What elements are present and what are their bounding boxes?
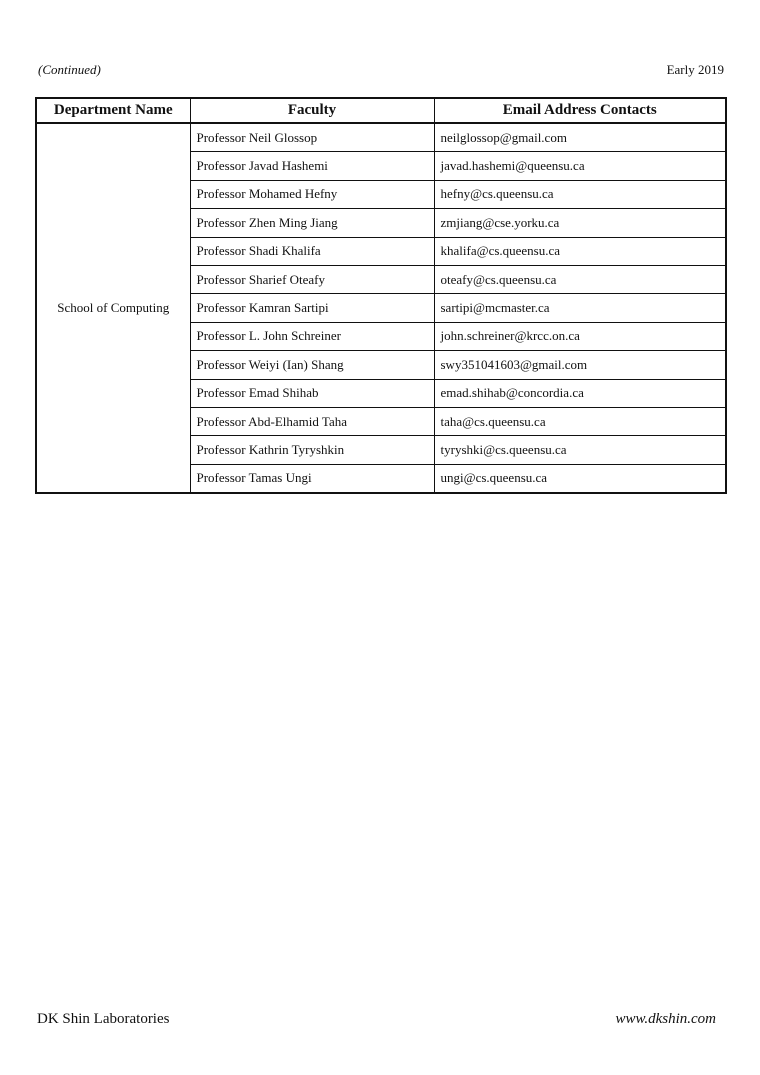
faculty-cell: Professor Sharief Oteafy bbox=[190, 265, 434, 293]
email-cell[interactable]: sartipi@mcmaster.ca bbox=[434, 294, 726, 322]
email-cell[interactable]: neilglossop@gmail.com bbox=[434, 123, 726, 152]
column-header-email: Email Address Contacts bbox=[434, 98, 726, 123]
email-cell[interactable]: oteafy@cs.queensu.ca bbox=[434, 265, 726, 293]
faculty-contacts-table bbox=[35, 97, 727, 494]
table-header-row bbox=[36, 98, 726, 123]
department-name-cell: School of Computing bbox=[36, 123, 190, 493]
email-cell[interactable]: john.schreiner@krcc.on.ca bbox=[434, 322, 726, 350]
faculty-cell: Professor Javad Hashemi bbox=[190, 152, 434, 180]
faculty-cell: Professor Mohamed Hefny bbox=[190, 180, 434, 208]
faculty-cell: Professor L. John Schreiner bbox=[190, 322, 434, 350]
footer-website-link[interactable]: www.dkshin.com bbox=[615, 1011, 716, 1027]
faculty-cell: Professor Tamas Ungi bbox=[190, 464, 434, 493]
email-cell[interactable]: zmjiang@cse.yorku.ca bbox=[434, 209, 726, 237]
email-cell[interactable]: tyryshki@cs.queensu.ca bbox=[434, 436, 726, 464]
faculty-cell: Professor Kathrin Tyryshkin bbox=[190, 436, 434, 464]
faculty-cell: Professor Shadi Khalifa bbox=[190, 237, 434, 265]
email-cell[interactable]: khalifa@cs.queensu.ca bbox=[434, 237, 726, 265]
faculty-cell: Professor Zhen Ming Jiang bbox=[190, 209, 434, 237]
email-cell[interactable]: emad.shihab@concordia.ca bbox=[434, 379, 726, 407]
faculty-cell: Professor Weiyi (Ian) Shang bbox=[190, 351, 434, 379]
email-cell[interactable]: hefny@cs.queensu.ca bbox=[434, 180, 726, 208]
email-cell[interactable]: swy351041603@gmail.com bbox=[434, 351, 726, 379]
table-row bbox=[36, 123, 726, 152]
continued-label: (Continued) bbox=[38, 62, 101, 77]
column-header-department: Department Name bbox=[36, 98, 190, 123]
date-label: Early 2019 bbox=[666, 62, 724, 77]
column-header-faculty: Faculty bbox=[190, 98, 434, 123]
faculty-cell: Professor Abd-Elhamid Taha bbox=[190, 407, 434, 435]
faculty-cell: Professor Emad Shihab bbox=[190, 379, 434, 407]
email-cell[interactable]: taha@cs.queensu.ca bbox=[434, 407, 726, 435]
faculty-cell: Professor Neil Glossop bbox=[190, 123, 434, 152]
faculty-cell: Professor Kamran Sartipi bbox=[190, 294, 434, 322]
email-cell[interactable]: javad.hashemi@queensu.ca bbox=[434, 152, 726, 180]
email-cell[interactable]: ungi@cs.queensu.ca bbox=[434, 464, 726, 493]
footer-lab-name: DK Shin Laboratories bbox=[37, 1011, 170, 1027]
